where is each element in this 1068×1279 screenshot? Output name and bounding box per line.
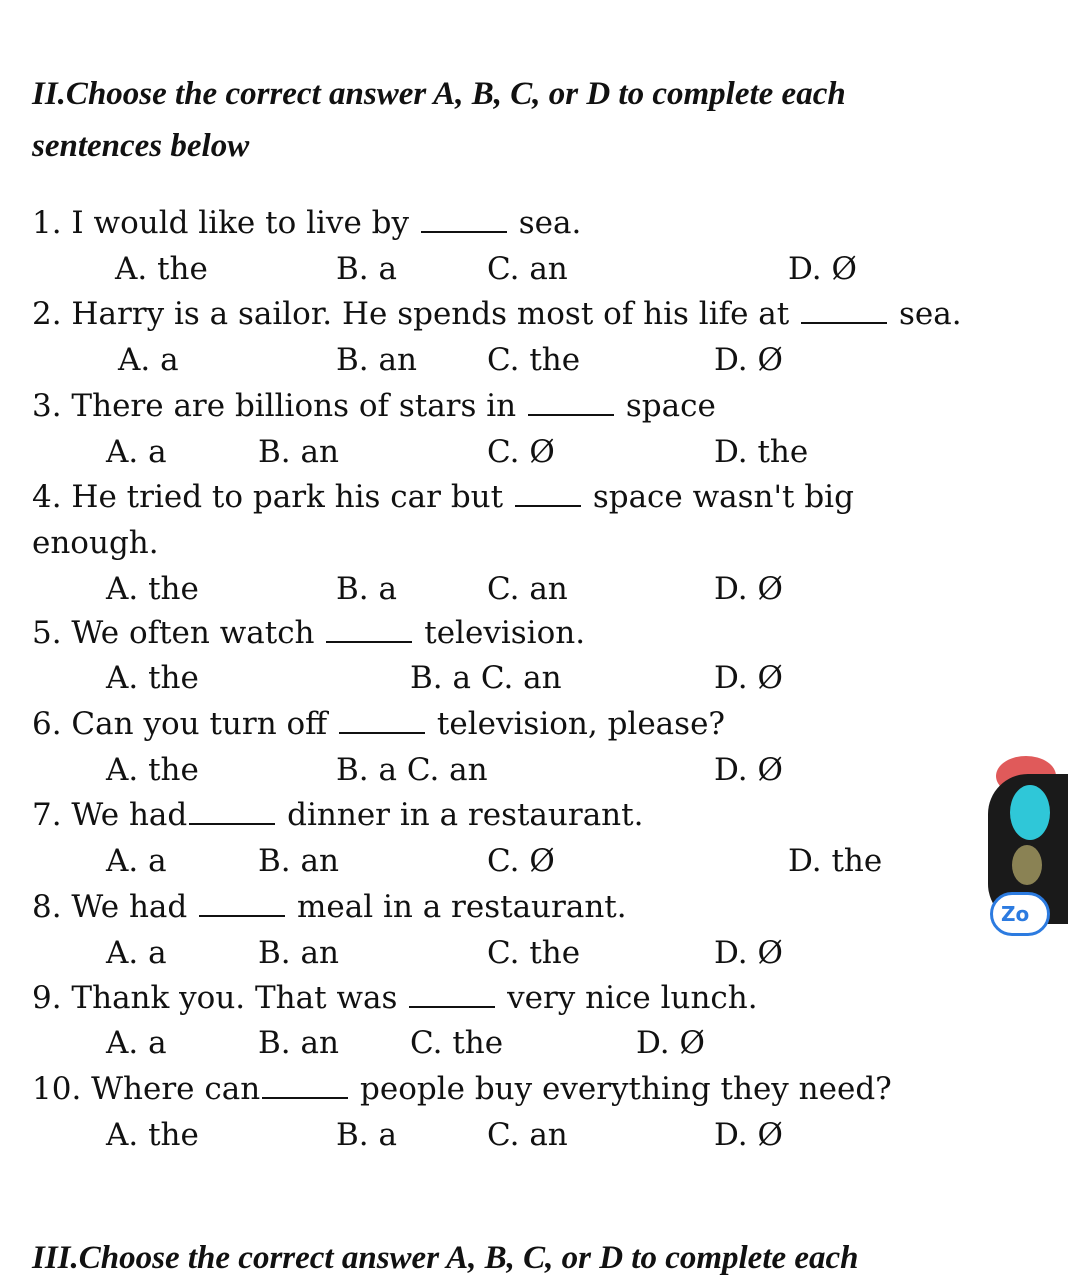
answer-blank: [262, 1075, 348, 1099]
question-text-after: very nice lunch.: [507, 980, 758, 1016]
question-text: 1. I would like to live by: [32, 205, 409, 241]
question-text-after: sea.: [518, 205, 582, 241]
option-b: B. a: [336, 1117, 397, 1153]
option-b: B. an: [258, 434, 339, 470]
option-c: C. the: [487, 935, 581, 971]
option-c: C. the: [487, 342, 581, 378]
question-8: [32, 889, 627, 925]
option-b: B. a: [336, 571, 397, 607]
option-d: D. Ø: [636, 1025, 705, 1061]
option-d: D. the: [714, 434, 809, 470]
answer-blank: [199, 893, 285, 917]
section-heading-line2: sentences below: [32, 128, 250, 164]
option-bc: B. a C. an: [336, 752, 488, 788]
question-text: 5. We often watch: [32, 615, 315, 651]
answer-blank: [515, 483, 581, 507]
option-d: D. Ø: [714, 342, 783, 378]
option-c: C. the: [410, 1025, 504, 1061]
overlay-decoration: [1010, 785, 1050, 840]
option-b: B. an: [258, 1025, 339, 1061]
option-d: D. Ø: [714, 752, 783, 788]
answer-blank: [339, 710, 425, 734]
option-a: A. a: [118, 342, 179, 378]
option-d: D. Ø: [714, 571, 783, 607]
option-a: A. a: [106, 1025, 167, 1061]
question-6: [32, 706, 726, 742]
option-bc: B. a C. an: [410, 660, 562, 696]
option-d: D. Ø: [788, 251, 857, 287]
question-text: 7. We had: [32, 797, 188, 833]
question-9: [32, 980, 758, 1016]
question-text-after: space wasn't big: [592, 479, 854, 515]
question-text: 6. Can you turn off: [32, 706, 328, 742]
question-text-after: people buy everything they need?: [360, 1071, 892, 1107]
option-b: B. an: [336, 342, 417, 378]
option-a: A. the: [106, 660, 199, 696]
question-3: [32, 388, 716, 424]
option-b: B. a: [336, 251, 397, 287]
option-a: A. the: [106, 752, 199, 788]
question-text: 8. We had: [32, 889, 188, 925]
overlay-decoration: [1012, 845, 1042, 885]
question-10: [32, 1071, 892, 1107]
section-heading: II.Choose the correct answer A, B, C, or D to complete each: [32, 76, 846, 112]
answer-blank: [528, 392, 614, 416]
floating-app-badge[interactable]: Zo: [990, 892, 1050, 936]
answer-blank: [801, 300, 887, 324]
question-text-after: television, please?: [436, 706, 726, 742]
option-c: C. Ø: [487, 434, 555, 470]
question-text-after: dinner in a restaurant.: [287, 797, 644, 833]
option-a: A. the: [115, 251, 208, 287]
option-c: C. an: [487, 251, 568, 287]
question-text-after: meal in a restaurant.: [296, 889, 627, 925]
option-d: D. the: [788, 843, 883, 879]
question-text: 9. Thank you. That was: [32, 980, 398, 1016]
question-text: 4. He tried to park his car but: [32, 479, 504, 515]
question-text: 2. Harry is a sailor. He spends most of his life at: [32, 296, 790, 332]
question-text: 10. Where can: [32, 1071, 261, 1107]
question-4-line2: enough.: [32, 525, 159, 561]
option-a: A. a: [106, 843, 167, 879]
option-c: C. Ø: [487, 843, 555, 879]
question-5: [32, 615, 586, 651]
question-1: [32, 205, 582, 241]
option-d: D. Ø: [714, 660, 783, 696]
answer-blank: [421, 209, 507, 233]
question-text: 3. There are billions of stars in: [32, 388, 517, 424]
option-d: D. Ø: [714, 1117, 783, 1153]
question-text-after: sea.: [898, 296, 962, 332]
section-heading-next: III.Choose the correct answer A, B, C, or D to complete each: [32, 1240, 859, 1276]
option-a: A. the: [106, 571, 199, 607]
question-4: [32, 479, 854, 515]
option-a: A. a: [106, 935, 167, 971]
option-b: B. an: [258, 843, 339, 879]
question-text-after: television.: [424, 615, 586, 651]
option-a: A. a: [106, 434, 167, 470]
question-7: [32, 797, 644, 833]
option-a: A. the: [106, 1117, 199, 1153]
question-text-after: space: [625, 388, 716, 424]
option-c: C. an: [487, 571, 568, 607]
option-c: C. an: [487, 1117, 568, 1153]
option-b: B. an: [258, 935, 339, 971]
answer-blank: [409, 984, 495, 1008]
question-2: [32, 296, 962, 332]
answer-blank: [326, 619, 412, 643]
answer-blank: [189, 801, 275, 825]
option-d: D. Ø: [714, 935, 783, 971]
